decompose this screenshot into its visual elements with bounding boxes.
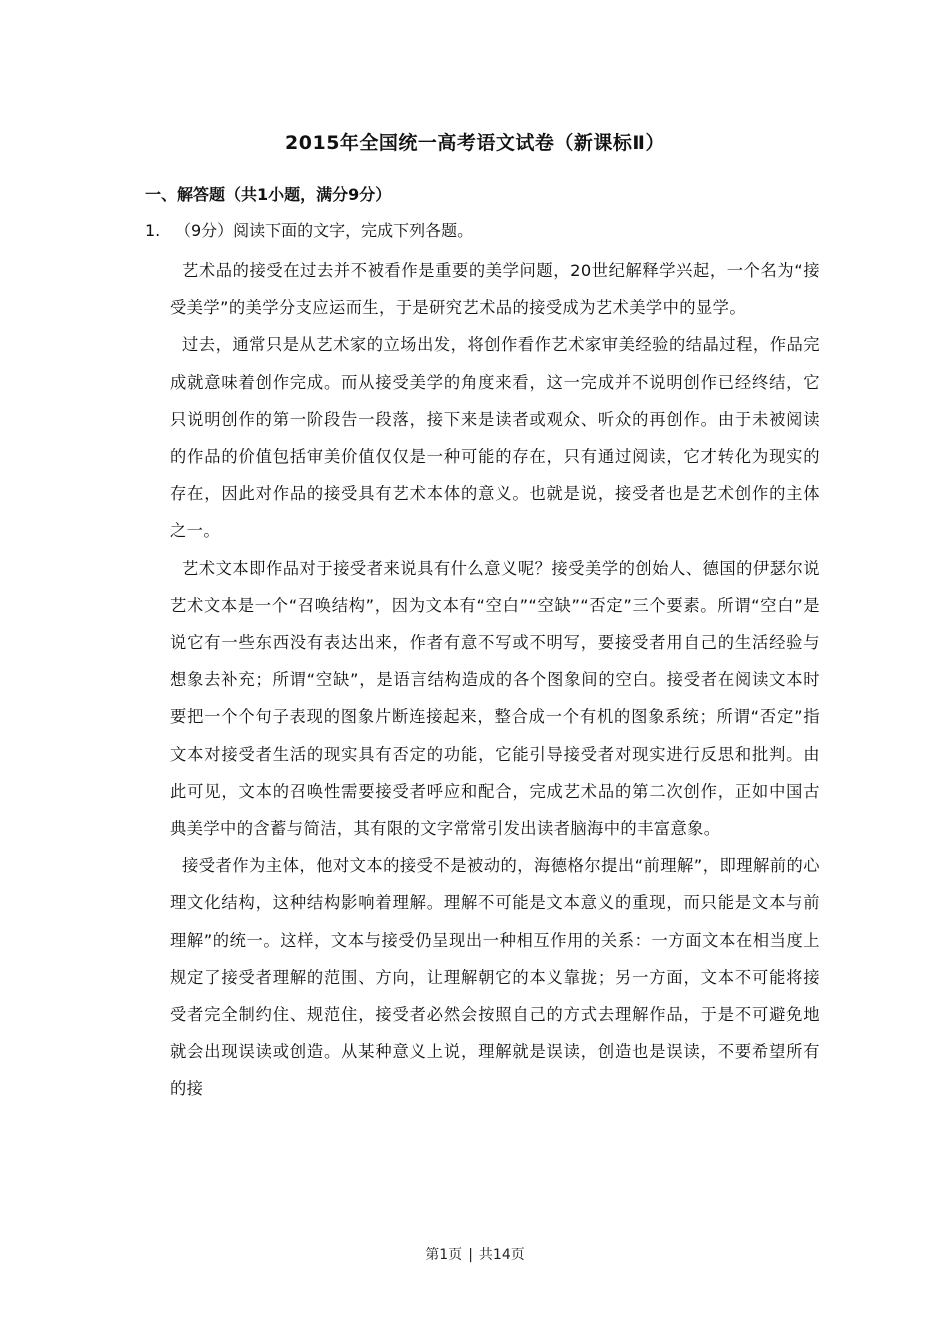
- page-total: 共14页: [478, 1247, 525, 1263]
- reading-passage: [170, 252, 820, 1108]
- page-footer: [0, 1244, 950, 1264]
- passage-paragraph-4: 接受者作为主体，他对文本的接受不是被动的，海德格尔提出“前理解”，即理解前的心理文化结构，这种结构影响着理解。理解不可能是文本意义的重现，而只能是文本与前理解”的统一。这样，文本与接受仍呈现出一种相互作用的关系：一方面文本在相当度上规定了接受者理解的范围、方向，让理解朝它的本义靠拢；另一方面，文本不可能将接受者完全制约住、规范住，接受者必然会按照自己的方式去理解作品，于是不可避免地就会出现误读或创造。从某种意义上说，理解就是误读，创造也是误读，不要希望所有的接: [170, 856, 820, 1099]
- question-header: [145, 218, 473, 241]
- footer-separator: |: [468, 1247, 473, 1263]
- section-heading: 一、解答题（共1小题，满分9分）: [145, 185, 392, 204]
- question-number: 1.: [145, 221, 161, 240]
- question-prompt: （9分）阅读下面的文字，完成下列各题。: [175, 221, 474, 240]
- passage-paragraph-1: 艺术品的接受在过去并不被看作是重要的美学问题，20世纪解释学兴起，一个名为“接受美学”的美学分支应运而生，于是研究艺术品的接受成为艺术美学中的显学。: [170, 261, 820, 318]
- passage-paragraph-3: 艺术文本即作品对于接受者来说具有什么意义呢？接受美学的创始人、德国的伊瑟尔说艺术文本是一个“召唤结构”，因为文本有“空白”“空缺”“否定”三个要素。所谓“空白”是说它有一些东西没有表达出来，作者有意不写或不明写，要接受者用自己的生活经验与想象去补充；所谓“空缺”，是语言结构造成的各个图象间的空白。接受者在阅读文本时要把一个个句子表现的图象片断连接起来，整合成一个有机的图象系统；所谓“否定”指文本对接受者生活的现实具有否定的功能，它能引导接受者对现实进行反思和批判。由此可见，文本的召唤性需要接受者呼应和配合，完成艺术品的第二次创作，正如中国古典美学中的含蓄与简洁，其有限的文字常常引发出读者脑海中的丰富意象。: [170, 558, 820, 839]
- page-title: 2015年全国统一高考语文试卷（新课标Ⅱ）: [285, 132, 665, 154]
- page-number: 第1页: [425, 1247, 463, 1263]
- passage-paragraph-2: 过去，通常只是从艺术家的立场出发，将创作看作艺术家审美经验的结晶过程，作品完成就意味着创作完成。而从接受美学的角度来看，这一完成并不说明创作已经终结，它只说明创作的第一阶段告一段落，接下来是读者或观众、听众的再创作。由于未被阅读的作品的价值包括审美价值仅仅是一种可能的存在，只有通过阅读，它才转化为现实的存在，因此对作品的接受具有艺术本体的意义。也就是说，接受者也是艺术创作的主体之一。: [170, 335, 820, 541]
